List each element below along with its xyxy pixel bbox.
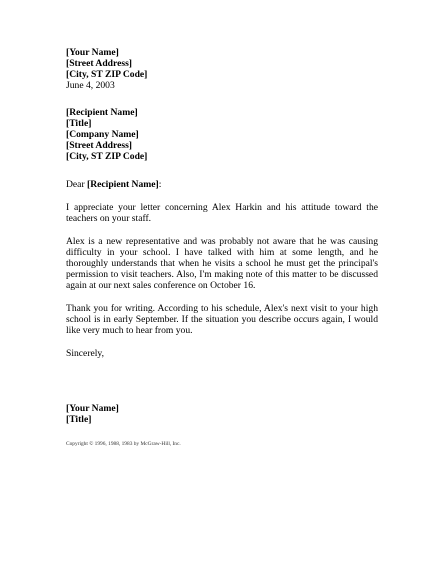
signature-name: [Your Name] bbox=[66, 403, 119, 414]
salutation-recipient-name: [Recipient Name] bbox=[87, 179, 159, 190]
recipient-name: [Recipient Name] bbox=[66, 107, 138, 118]
letter-body bbox=[66, 47, 378, 448]
recipient-street-address: [Street Address] bbox=[66, 140, 132, 151]
recipient-title: [Title] bbox=[66, 118, 92, 129]
spacer bbox=[66, 425, 378, 441]
body-paragraph-3: Thank you for writing. According to his schedule, Alex's next visit to your high school is in early September. If the situation you describe occurs again, I would like very much to hear from you. bbox=[66, 303, 378, 336]
salutation bbox=[66, 179, 378, 190]
signature-title: [Title] bbox=[66, 414, 92, 425]
recipient-city-state-zip: [City, ST ZIP Code] bbox=[66, 151, 148, 162]
sender-street-address: [Street Address] bbox=[66, 58, 132, 69]
body-paragraph-1: I appreciate your letter concerning Alex Harkin and his attitude toward the teachers on your staff. bbox=[66, 202, 378, 224]
body-paragraph-2: Alex is a new representative and was probably not aware that he was causing difficulty in your school. I have talked with him at some length, and he thoroughly understands that when he visits a school he must get the principal's permission to visit teachers. Also, I'm making note of this matter to be discussed again at our next sales conference on October 16. bbox=[66, 236, 378, 291]
spacer bbox=[66, 91, 378, 107]
signature-space bbox=[66, 359, 378, 403]
spacer bbox=[66, 162, 378, 179]
recipient-company: [Company Name] bbox=[66, 129, 139, 140]
sender-city-state-zip: [City, ST ZIP Code] bbox=[66, 69, 148, 80]
signature-block bbox=[66, 403, 378, 425]
recipient-block bbox=[66, 107, 378, 162]
sender-block bbox=[66, 47, 378, 91]
spacer bbox=[66, 190, 378, 202]
copyright-notice: Copyright © 1996, 1988, 1983 by McGraw-Hill, Inc. bbox=[66, 441, 181, 447]
closing: Sincerely, bbox=[66, 348, 105, 359]
salutation-suffix: : bbox=[158, 179, 162, 190]
sender-name: [Your Name] bbox=[66, 47, 119, 58]
salutation-prefix: Dear bbox=[66, 179, 88, 190]
letter-date: June 4, 2003 bbox=[66, 80, 115, 91]
